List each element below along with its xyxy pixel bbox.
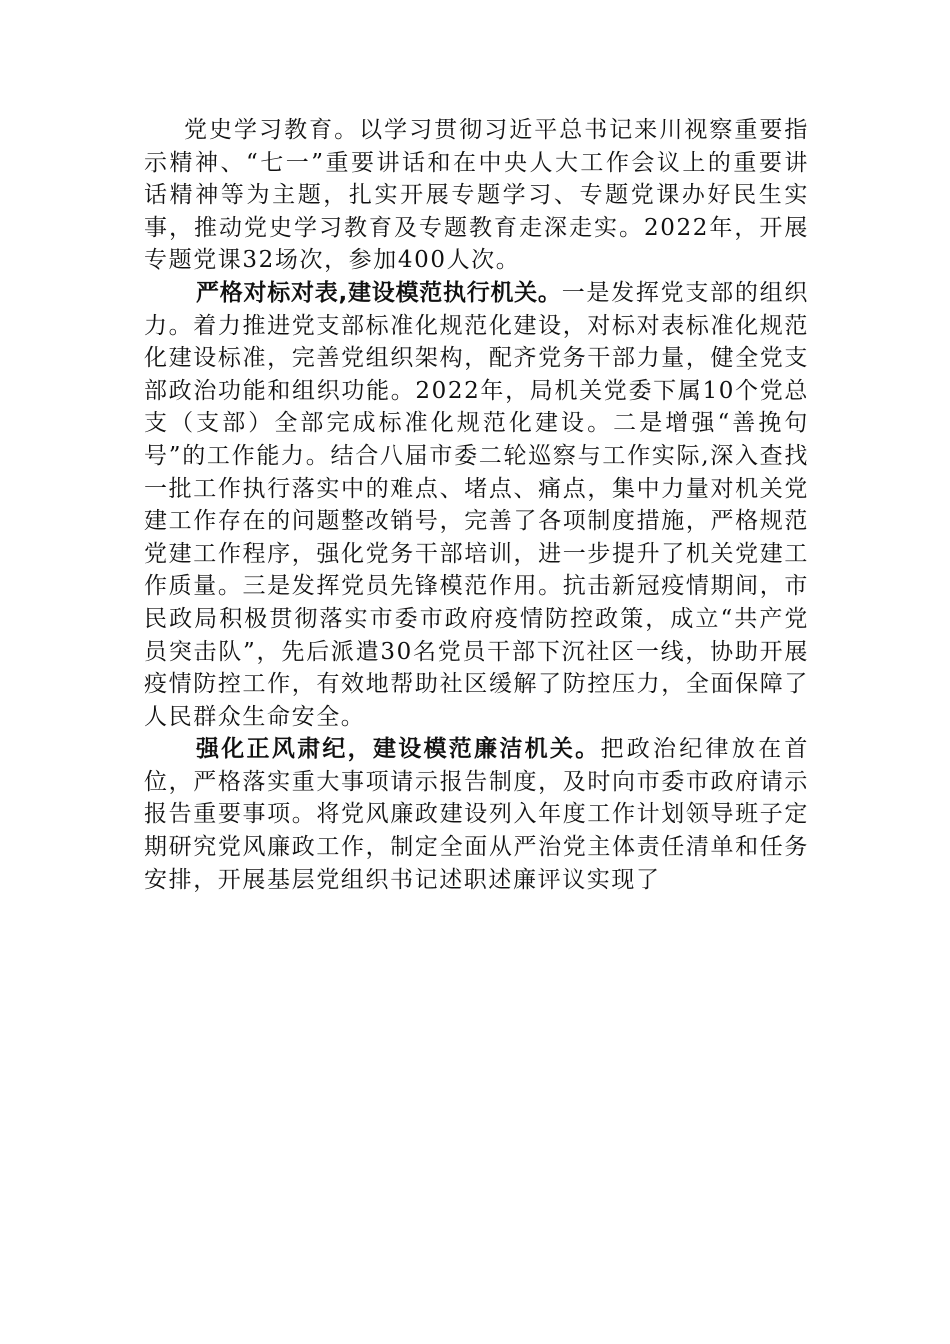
paragraph-body: 一是发挥党支部的组织力。着力推进党支部标准化规范化建设，对标对表标准化规范化建设标准，完善党组织架构，配齐党务干部力量，健全党支部政治功能和组织功能。2022年，局机关党委下属10个党总支（支部）全部完成标准化规范化建设。二是增强“善挽句号”的工作能力。结合八届市委二轮巡察与工作实际,深入查找一批工作执行落实中的难点、堵点、痛点，集中力量对机关党建工作存在的问题整改销号，完善了各项制度措施，严格规范党建工作程序，强化党务干部培训，进一步提升了机关党建工作质量。三是发挥党员先锋模范作用。抗击新冠疫情期间，市民政局积极贯彻落实市委市政府疫情防控政策，成立“共产党员突击队”，先后派遣30名党员干部下沉社区一线，协助开展疫情防控工作，有效地帮助社区缓解了防控压力，全面保障了人民群众生命安全。 (144, 279, 810, 730)
paragraph-heading: 严格对标对表,建设模范执行机关。 (196, 279, 562, 306)
paragraph-model-execution-organ (144, 277, 809, 733)
paragraph-model-clean-organ (144, 733, 809, 896)
document-page (144, 114, 809, 896)
paragraph-heading: 强化正风肃纪，建设模范廉洁机关。 (196, 736, 601, 763)
paragraph-body: 把政治纪律放在首位，严格落实重大事项请示报告制度，及时向市委市政府请示报告重要事项。将党风廉政建设列入年度工作计划领导班子定期研究党风廉政工作，制定全面从严治党主体责任清单和任务安排，开展基层党组织书记述职述廉评议实现了 (144, 736, 809, 893)
paragraph-body: 党史学习教育。以学习贯彻习近平总书记来川视察重要指示精神、“七一”重要讲话和在中央人大工作会议上的重要讲话精神等为主题，扎实开展专题学习、专题党课办好民生实事，推动党史学习教育及专题教育走深走实。2022年，开展专题党课32场次，参加400人次。 (144, 117, 809, 274)
paragraph-party-history-education (144, 114, 809, 277)
